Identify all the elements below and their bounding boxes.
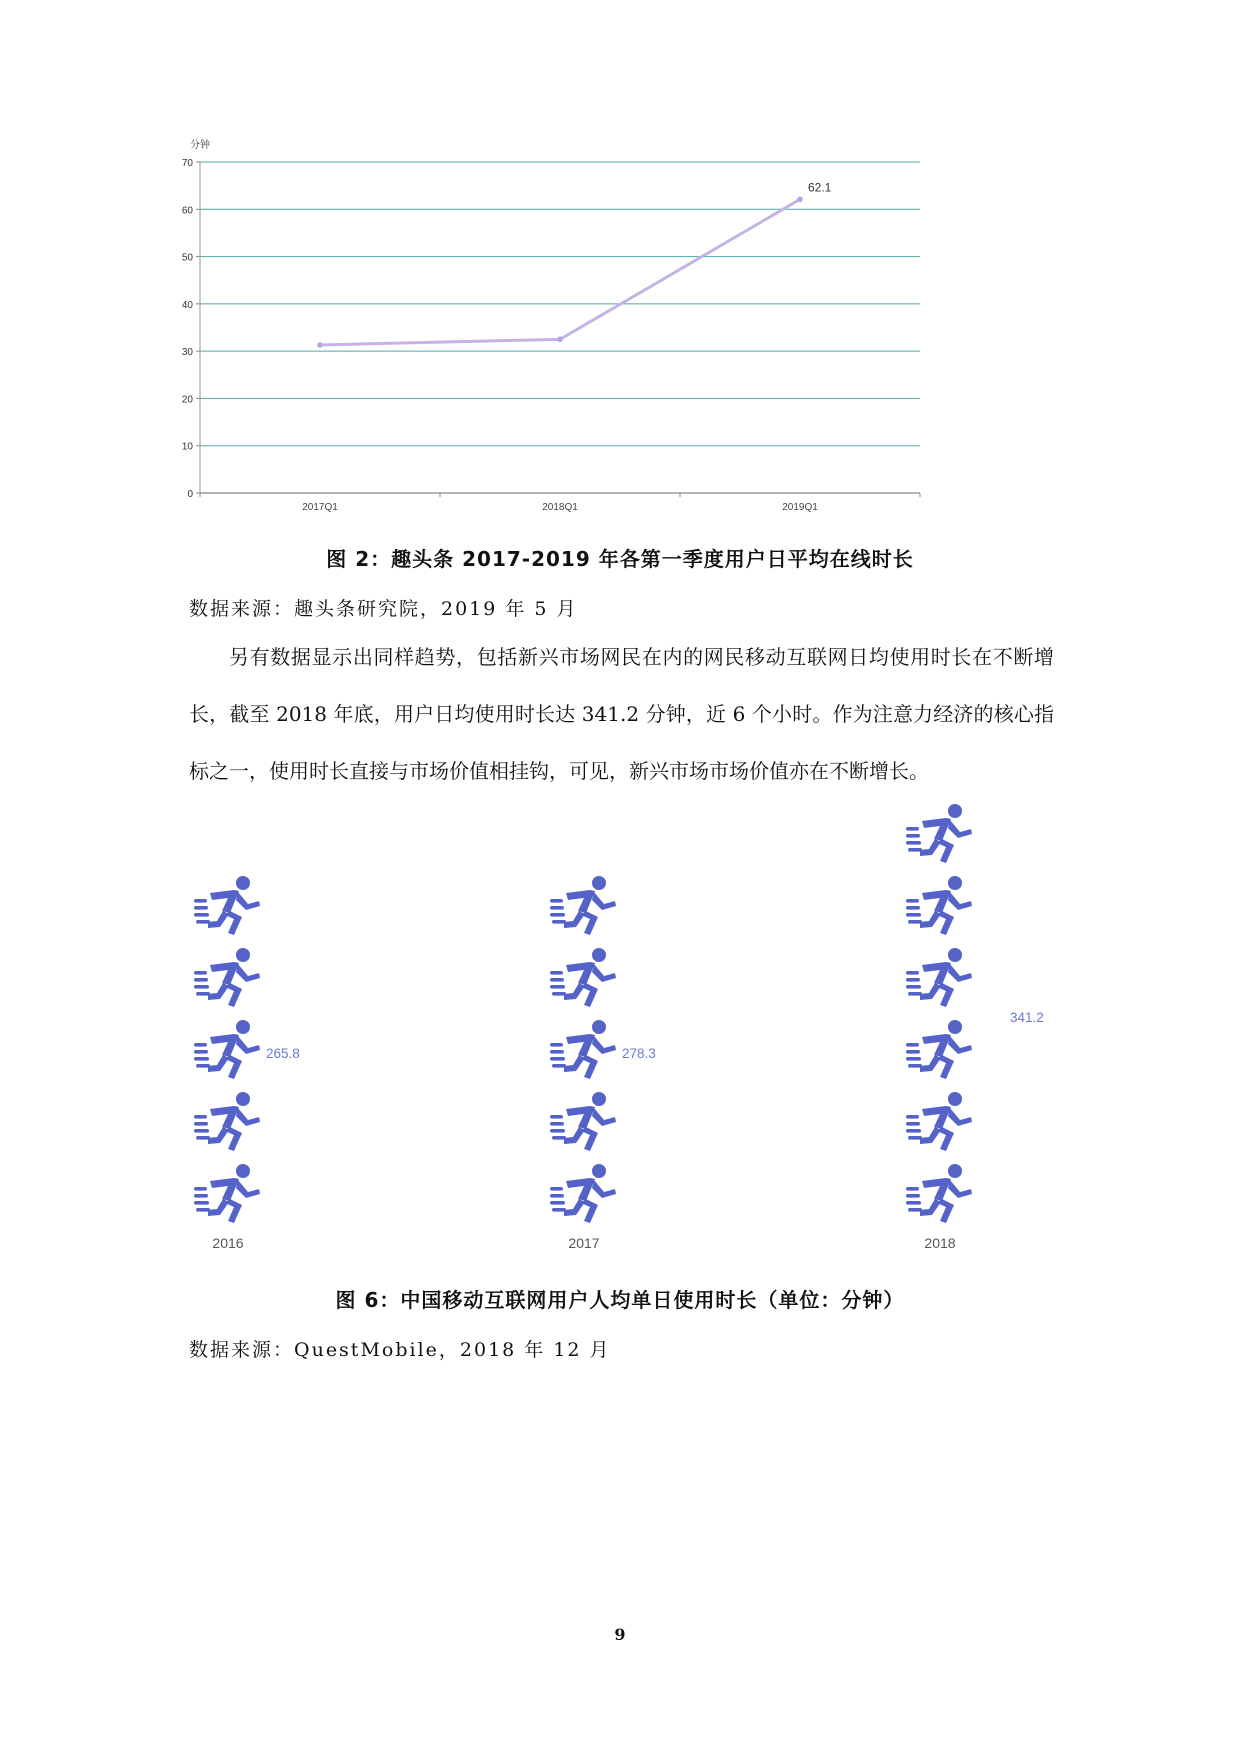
y-tick-label: 30 (181, 347, 193, 359)
y-axis-label: 分钟 (190, 140, 210, 151)
body-paragraph (189, 629, 1054, 800)
running-person-icon (906, 804, 972, 863)
running-person-icon (550, 876, 616, 935)
y-tick-label: 50 (181, 252, 193, 264)
page-number: 9 (614, 1625, 626, 1644)
figure-caption-2: 图 2：趣头条 2017-2019 年各第一季度用户日平均在线时长 (326, 547, 914, 571)
y-tick-label: 40 (181, 299, 193, 311)
value-label-2016: 265.8 (266, 1046, 300, 1061)
y-tick-label: 10 (181, 441, 193, 453)
running-person-icon (550, 1092, 616, 1151)
running-person-icon (194, 1092, 260, 1151)
running-person-icon (550, 948, 616, 1007)
data-label: 62.1 (808, 180, 832, 195)
running-person-icon (906, 1092, 972, 1151)
icon-column-2017 (550, 876, 616, 1223)
paragraph-text: 另有数据显示出同样趋势，包括新兴市场网民在内的网民移动互联网日均使用时长在不断增长，截至 2018 年底，用户日均使用时长达 341.2 分钟，近 6 个小时。作为注意力经济的核心指标之一，使用时长直接与市场价值相挂钩，可见，新兴市场市场价值亦在不断增长。 (189, 645, 1054, 783)
running-person-icon (906, 948, 972, 1007)
data-point (797, 197, 803, 203)
y-tick-label: 20 (181, 394, 193, 406)
value-label-2018: 341.2 (1010, 1010, 1044, 1025)
line-chart-svg (181, 140, 1070, 590)
category-label-2016: 2016 (212, 1235, 244, 1251)
x-tick-label: 2018Q1 (542, 502, 578, 513)
running-person-icon (550, 1020, 616, 1079)
x-tick-label: 2019Q1 (782, 502, 818, 513)
data-point (557, 337, 563, 343)
icon-column-2016 (194, 876, 260, 1223)
icon-column-2018 (906, 804, 972, 1223)
series-line (320, 199, 800, 345)
x-tick-label: 2017Q1 (302, 502, 338, 513)
data-source-1: 数据来源：趣头条研究院，2019 年 5 月 (189, 598, 578, 620)
running-person-icon (194, 876, 260, 935)
figure-caption-6: 图 6：中国移动互联网用户人均单日使用时长（单位：分钟） (335, 1288, 905, 1312)
value-label-2017: 278.3 (622, 1046, 656, 1061)
running-person-icon (194, 1164, 260, 1223)
running-person-icon (906, 1164, 972, 1223)
running-person-icon (194, 1020, 260, 1079)
running-person-icon (906, 1020, 972, 1079)
line-chart (181, 140, 1070, 590)
running-person-icon (194, 948, 260, 1007)
y-tick-label: 60 (181, 205, 193, 217)
y-tick-label: 70 (181, 158, 193, 169)
y-tick-label: 0 (187, 489, 193, 500)
category-label-2018: 2018 (924, 1235, 956, 1251)
data-point (317, 342, 323, 348)
running-person-icon (906, 876, 972, 935)
category-label-2017: 2017 (568, 1235, 600, 1251)
running-person-icon (550, 1164, 616, 1223)
data-source-2: 数据来源：QuestMobile，2018 年 12 月 (189, 1339, 611, 1361)
